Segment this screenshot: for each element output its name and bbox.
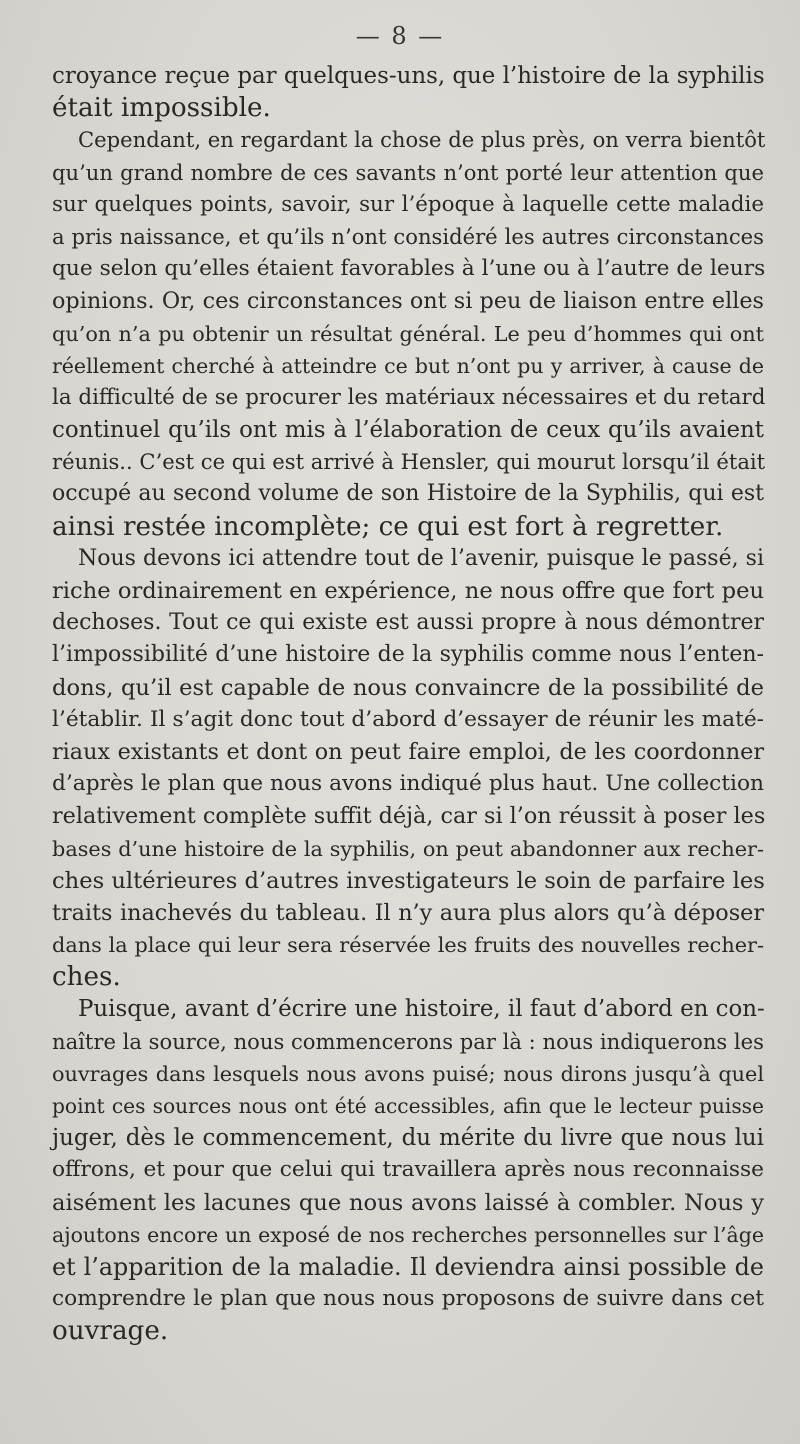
text-line: aisément les lacunes que nous avons laissé à combler. Nous y: [52, 1189, 764, 1216]
text-line: bases d’une histoire de la syphilis, on peut abandonner aux recher-: [52, 836, 764, 861]
text-line: croyance reçue par quelques-uns, que l’histoire de la syphilis: [52, 63, 765, 89]
text-line: ajoutons encore un exposé de nos recherches personnelles sur l’âge: [52, 1222, 764, 1247]
text-line: continuel qu’ils ont mis à l’élaboration de ceux qu’ils avaient: [52, 417, 764, 444]
text-line: opinions. Or, ces circonstances ont si peu de liaison entre elles: [52, 288, 764, 315]
text-line: a pris naissance, et qu’ils n’ont considéré les autres circonstances: [52, 223, 764, 249]
text-line: naître la source, nous commencerons par là : nous indiquerons les: [52, 1028, 764, 1054]
text-line: Cependant, en regardant la chose de plus près, on verra bientôt: [78, 127, 766, 153]
text-line: occupé au second volume de son Histoire de la Syphilis, qui est: [52, 481, 764, 507]
text-line: comprendre le plan que nous nous proposons de suivre dans cet: [52, 1286, 764, 1312]
text-line: qu’on n’a pu obtenir un résultat général. Le peu d’hommes qui ont: [52, 321, 764, 346]
text-line: d’après le plan que nous avons indiqué plus haut. Une collection: [52, 771, 764, 797]
text-line: dans la place qui leur sera réservée les fruits des nouvelles recher-: [52, 933, 764, 958]
text-line: que selon qu’elles étaient favorables à l’une ou à l’autre de leurs: [52, 256, 766, 282]
text-line: traits inachevés du tableau. Il n’y aura plus alors qu’à déposer: [52, 899, 764, 926]
text-line: et l’apparition de la maladie. Il deviendra ainsi possible de: [52, 1252, 764, 1281]
text-line: ches.: [52, 962, 121, 993]
text-line: l’établir. Il s’agit donc tout d’abord d’essayer de réunir les maté-: [52, 706, 764, 732]
page-number: — 8 —: [355, 22, 445, 50]
text-line: offrons, et pour que celui qui travaillera après nous reconnaisse: [52, 1157, 764, 1183]
text-line: qu’un grand nombre de ces savants n’ont porté leur attention que: [52, 159, 764, 185]
text-line: Nous devons ici attendre tout de l’avenir, puisque le passé, si: [78, 545, 764, 571]
text-line: l’impossibilité d’une histoire de la syphilis comme nous l’enten-: [52, 642, 764, 668]
text-line: sur quelques points, savoir, sur l’époque à laquelle cette maladie: [52, 191, 764, 217]
text-line: ouvrages dans lesquels nous avons puisé; nous dirons jusqu’à quel: [52, 1061, 764, 1086]
text-line: ainsi restée incomplète; ce qui est fort à regretter.: [52, 511, 724, 542]
text-line: juger, dès le commencement, du mérite du livre que nous lui: [52, 1125, 764, 1152]
text-line: Puisque, avant d’écrire une histoire, il faut d’abord en con-: [78, 996, 765, 1023]
text-line: ches ultérieures d’autres investigateurs le soin de parfaire les: [52, 867, 765, 894]
text-line: ouvrage.: [52, 1316, 169, 1347]
text-line: riche ordinairement en expérience, ne nous offre que fort peu: [52, 578, 764, 604]
text-line: était impossible.: [52, 93, 271, 124]
text-line: réunis.. C’est ce qui est arrivé à Hensler, qui mourut lorsqu’il était: [52, 449, 766, 475]
text-line: point ces sources nous ont été accessibles, afin que le lecteur puisse: [52, 1094, 764, 1118]
text-line: la difficulté de se procurer les matériaux nécessaires et du retard: [52, 384, 766, 410]
text-line: réellement cherché à atteindre ce but n’ont pu y arriver, à cause de: [52, 353, 764, 378]
text-line: riaux existants et dont on peut faire emploi, de les coordonner: [52, 738, 764, 765]
text-line: dons, qu’il est capable de nous convaincre de la possibilité de: [52, 674, 764, 701]
body-text: [52, 60, 764, 1348]
text-line: relativement complète suffit déjà, car si l’on réussit à poser les: [52, 803, 766, 830]
text-line: dechoses. Tout ce qui existe est aussi propre à nous démontrer: [52, 610, 764, 636]
